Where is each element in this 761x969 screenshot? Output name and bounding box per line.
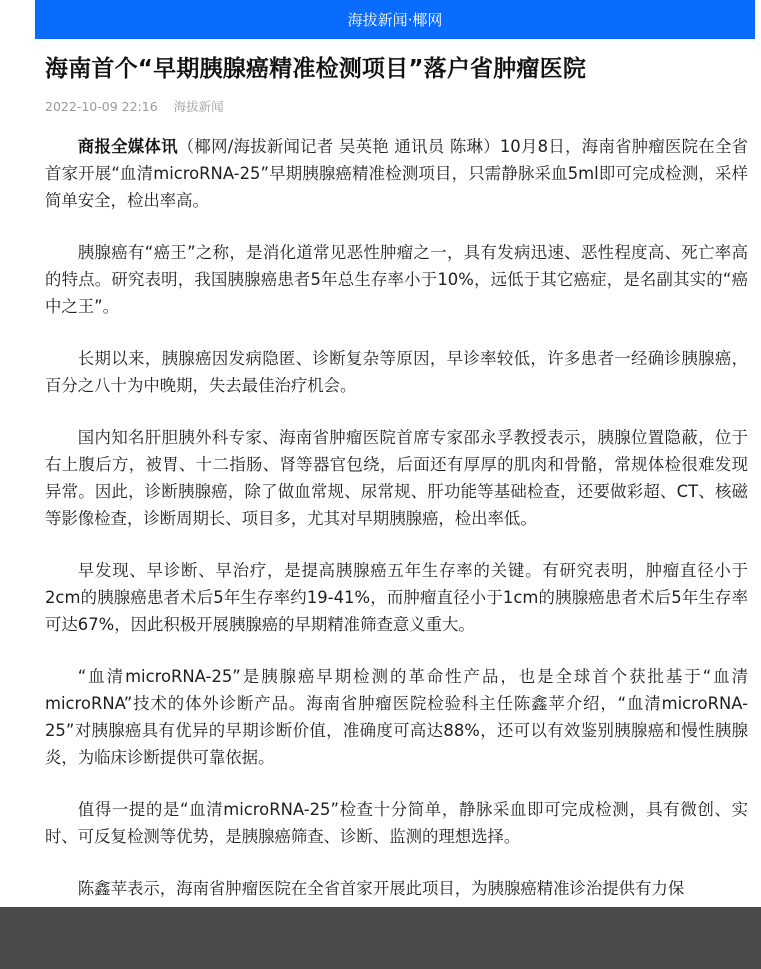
lead-label: 商报全媒体讯 — [77, 137, 178, 156]
publish-date: 2022-10-09 22:16 — [45, 99, 158, 114]
bottom-overlay — [0, 907, 761, 969]
article-title: 海南首个“早期胰腺癌精准检测项目”落户省肿瘤医院 — [45, 56, 587, 82]
paragraph-8: 陈鑫苹表示，海南省肿瘤医院在全省首家开展此项目，为胰腺癌精准诊治提供有力保 — [77, 879, 685, 898]
site-label: 海拔新闻·椰网 — [347, 11, 443, 29]
paragraph-2: 胰腺癌有“癌王”之称，是消化道常见恶性肿瘤之一，具有发病迅速、恶性程度高、死亡率高的特点。研究表明，我国胰腺癌患者5年总生存率小于10%，远低于其它癌症，是名副其实的“癌中之王”。 — [45, 243, 748, 316]
article-meta — [45, 99, 748, 115]
article-source: 海拔新闻 — [173, 99, 224, 114]
paragraph-3: 长期以来，胰腺癌因发病隐匿、诊断复杂等原因，早诊率较低，许多患者一经确诊胰腺癌，百分之八十为中晚期，失去最佳治疗机会。 — [45, 349, 748, 395]
paragraph-1 — [45, 133, 748, 214]
paragraph-5: 早发现、早诊断、早治疗，是提高胰腺癌五年生存率的关键。有研究表明，肿瘤直径小于2cm的胰腺癌患者术后5年生存率约19-41%，而肿瘤直径小于1cm的胰腺癌患者术后5年生存率可达67%，因此积极开展胰腺癌的早期精准筛查意义重大。 — [45, 561, 748, 634]
site-header-bar — [35, 0, 755, 39]
article-body — [45, 133, 748, 902]
paragraph-4: 国内知名肝胆胰外科专家、海南省肿瘤医院首席专家邵永孚教授表示，胰腺位置隐蔽，位于右上腹后方，被胃、十二指肠、肾等器官包绕，后面还有厚厚的肌肉和骨骼，常规体检很难发现异常。因此，诊断胰腺癌，除了做血常规、尿常规、肝功能等基础检查，还要做彩超、CT、核磁等影像检查，诊断周期长、项目多，尤其对早期胰腺癌，检出率低。 — [45, 428, 748, 528]
article — [45, 39, 748, 927]
paragraph-6: “血清microRNA-25”是胰腺癌早期检测的革命性产品，也是全球首个获批基于“血清microRNA”技术的体外诊断产品。海南省肿瘤医院检验科主任陈鑫苹介绍，“血清microRNA-25”对胰腺癌具有优异的早期诊断价值，准确度可高达88%，还可以有效鉴别胰腺癌和慢性胰腺炎，为临床诊断提供可靠依据。 — [45, 667, 748, 767]
paragraph-1-text: （椰网/海拔新闻记者 吴英艳 通讯员 陈琳）10月8日，海南省肿瘤医院在全省首家开展“血清microRNA-25”早期胰腺癌精准检测项目，只需静脉采血5ml即可完成检测，采样简单安全，检出率高。 — [45, 137, 749, 210]
paragraph-7: 值得一提的是“血清microRNA-25”检查十分简单，静脉采血即可完成检测，具有微创、实时、可反复检测等优势，是胰腺癌筛查、诊断、监测的理想选择。 — [45, 800, 748, 846]
